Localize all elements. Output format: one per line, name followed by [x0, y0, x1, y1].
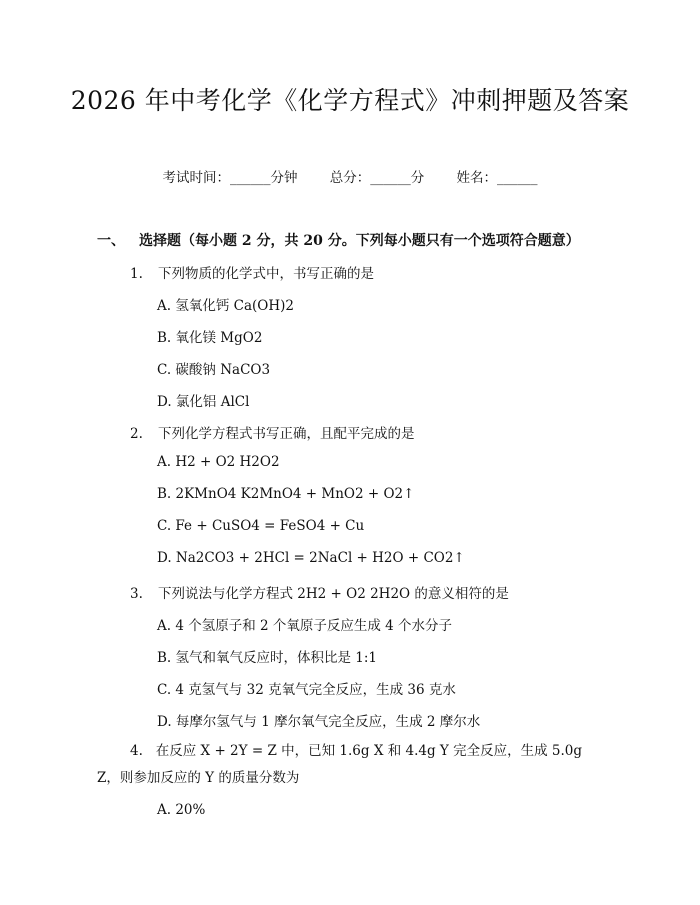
q2-option-c: C. Fe + CuSO4 = FeSO4 + Cu: [157, 518, 365, 534]
q3-option-a: A. 4 个氢原子和 2 个氧原子反应生成 4 个水分子: [157, 618, 453, 634]
question-number: 1.: [130, 266, 143, 282]
question-stem: 在反应 X + 2Y = Z 中，已知 1.6g X 和 4.4g Y 完全反应，生成 5.0g Z，则参加反应的 Y 的质量分数为: [97, 743, 583, 786]
question-stem: 下列化学方程式书写正确，且配平完成的是: [158, 426, 415, 442]
q2-option-d: D. Na2CO3 + 2HCl = 2NaCl + H2O + CO2↑: [157, 550, 465, 566]
q1-option-b: B. 氧化镁 MgO2: [157, 330, 263, 346]
q1-option-a: A. 氢氧化钙 Ca(OH)2: [157, 298, 294, 314]
total-score-field: 总分：______分: [329, 170, 425, 186]
exam-time-field: 考试时间：______分钟: [162, 170, 298, 186]
section-number: 一、: [97, 233, 125, 249]
question-3: [130, 582, 509, 602]
q1-option-c: C. 碳酸钠 NaCO3: [157, 362, 271, 378]
student-name-field: 姓名：______: [456, 170, 538, 186]
question-stem: 下列说法与化学方程式 2H2 + O2 2H2O 的意义相符的是: [158, 586, 509, 602]
question-2: [130, 422, 415, 442]
q2-option-a: A. H2 + O2 H2O2: [157, 454, 280, 470]
q2-option-b: B. 2KMnO4 K2MnO4 + MnO2 + O2↑: [157, 486, 415, 502]
q3-option-b: B. 氢气和氧气反应时，体积比是 1:1: [157, 650, 378, 666]
question-1: [130, 262, 374, 282]
question-number: 2.: [130, 426, 143, 442]
question-number: 4.: [130, 743, 143, 759]
page-title: 2026 年中考化学《化学方程式》冲刺押题及答案: [70, 86, 630, 115]
q1-option-d: D. 氯化铝 AlCl: [157, 394, 250, 410]
section-title: 选择题（每小题 2 分，共 20 分。下列每小题只有一个选项符合题意）: [139, 233, 580, 249]
question-stem: 下列物质的化学式中，书写正确的是: [158, 266, 374, 282]
q4-option-a: A. 20%: [157, 802, 206, 818]
exam-info-line: [0, 166, 700, 186]
question-number: 3.: [130, 586, 143, 602]
section-heading: [97, 230, 580, 250]
question-4: [97, 738, 592, 792]
q3-option-c: C. 4 克氢气与 32 克氧气完全反应，生成 36 克水: [157, 682, 456, 698]
q3-option-d: D. 每摩尔氢气与 1 摩尔氧气完全反应，生成 2 摩尔水: [157, 714, 481, 730]
